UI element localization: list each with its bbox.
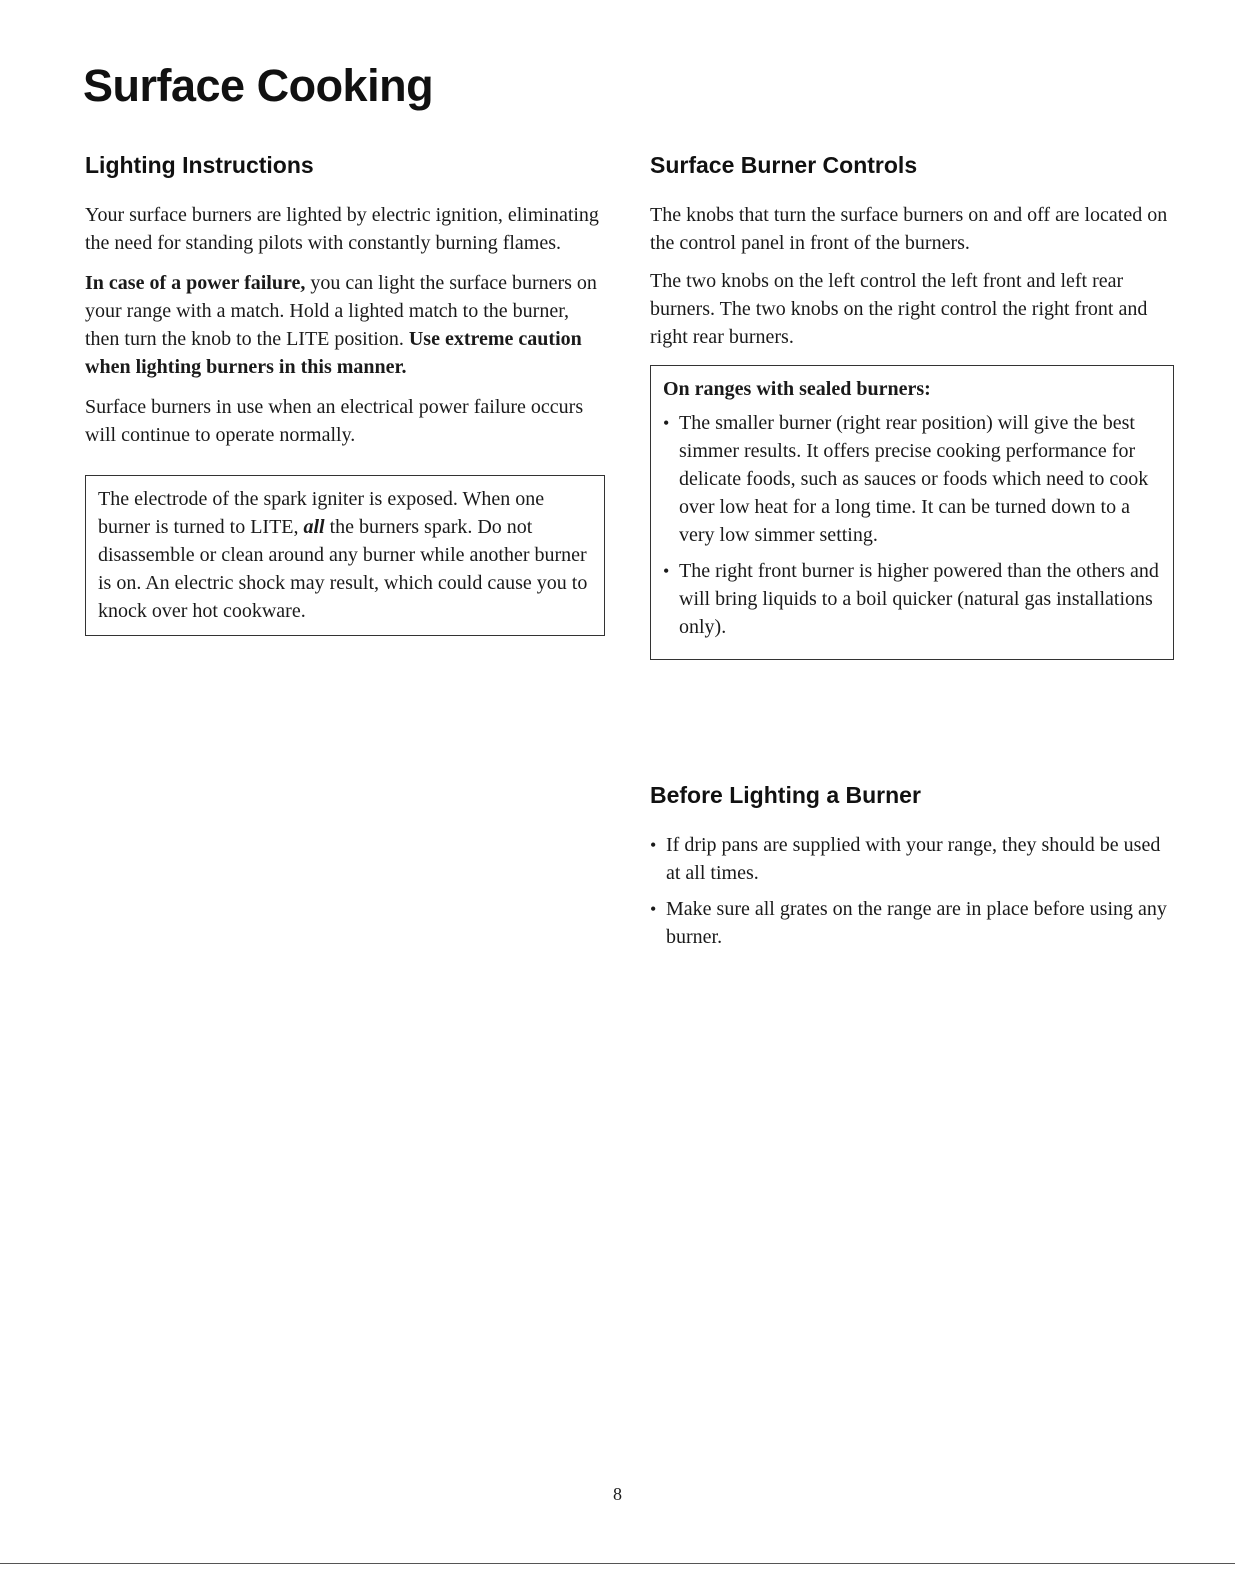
sealed-burners-heading: On ranges with sealed burners:	[663, 378, 931, 400]
controls-paragraph-1: The knobs that turn the surface burners on and off are located on the control panel in front of the burners.	[650, 204, 1168, 254]
controls-paragraph-2: The two knobs on the left control the left front and left rear burners. The two knobs on the right control the right front and right rear burners.	[650, 270, 1148, 348]
list-item: • The smaller burner (right rear position) will give the best simmer results. It offers precise cooking performance for delicate foods, such as sauces or foods which need to cook over low heat for a long time. It can be turned down to a very low simmer setting.	[663, 409, 1163, 549]
lighting-paragraph-1: Your surface burners are lighted by electric ignition, eliminating the need for standing pilots with constantly burning flames.	[85, 204, 599, 254]
spark-warning-part-2: the burners spark. Do not disassemble or clean around any burner while another burner is on. An electric shock may result, which could cause you to knock over hot cookware.	[98, 516, 588, 622]
caution-text: Use extreme caution when lighting burners in this manner.	[85, 328, 582, 378]
before-lighting-heading: Before Lighting a Burner	[650, 782, 921, 808]
power-failure-lead: In case of a power failure,	[85, 272, 306, 294]
spark-warning-emphasis: all	[303, 516, 325, 538]
list-item: • Make sure all grates on the range are in place before using any burner.	[650, 895, 1175, 951]
lighting-instructions-section	[85, 152, 605, 636]
sealed-burners-list	[663, 409, 1163, 641]
sealed-burners-box	[650, 365, 1174, 660]
before-lighting-section	[650, 782, 1175, 959]
spark-warning-part-1: The electrode of the spark igniter is exposed. When one burner is turned to LITE,	[98, 488, 545, 538]
lighting-instructions-heading: Lighting Instructions	[85, 152, 314, 178]
spark-warning-text	[98, 485, 594, 625]
power-failure-body: you can light the surface burners on your range with a match. Hold a lighted match to the burner, then turn the knob to the LITE position.	[85, 272, 597, 350]
page-number: 8	[613, 1484, 622, 1504]
before-lighting-list	[650, 831, 1175, 951]
spark-warning-box	[85, 475, 605, 636]
footer-rule	[0, 1563, 1235, 1564]
burner-controls-heading: Surface Burner Controls	[650, 152, 918, 178]
page-title: Surface Cooking	[83, 60, 434, 111]
lighting-paragraph-3: Surface burners in use when an electrical power failure occurs will continue to operate normally.	[85, 396, 584, 446]
lighting-paragraph-2	[85, 269, 605, 381]
list-item: • The right front burner is higher powered than the others and will bring liquids to a boil quicker (natural gas installations only).	[663, 557, 1163, 641]
list-item: • If drip pans are supplied with your range, they should be used at all times.	[650, 831, 1175, 887]
burner-controls-section	[650, 152, 1175, 660]
